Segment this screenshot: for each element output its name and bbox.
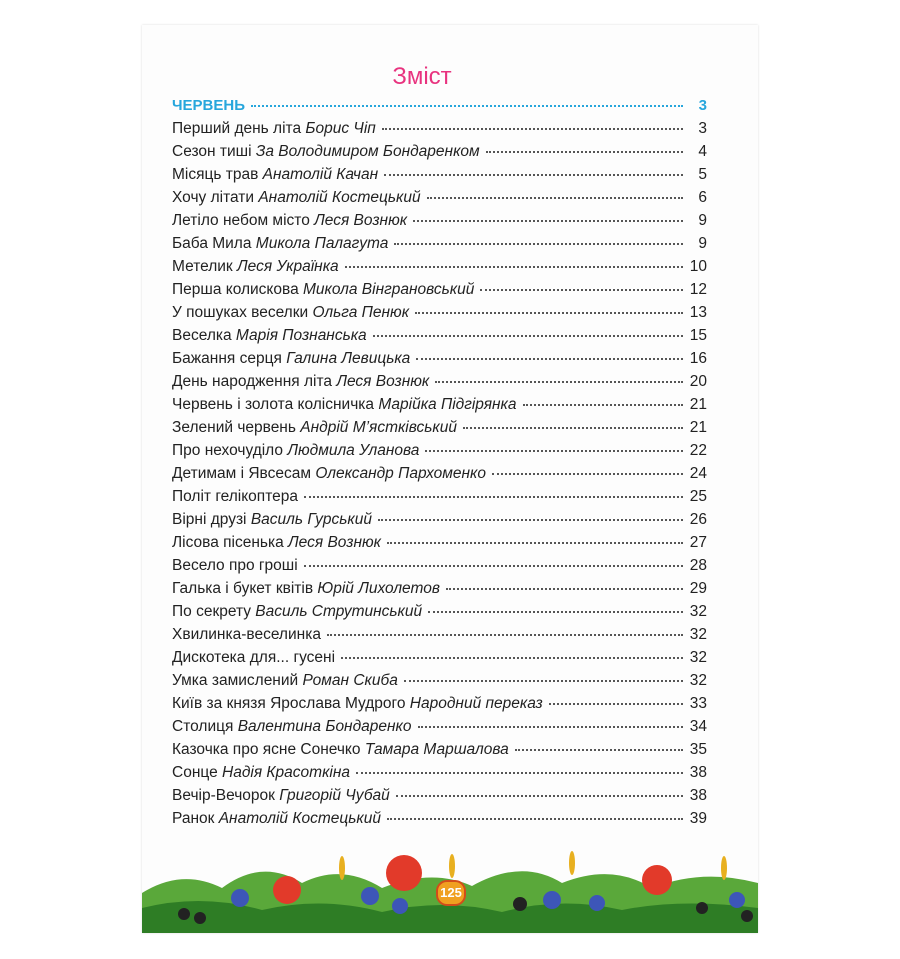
toc-entry: [172, 258, 707, 281]
toc-entry-title: Умка замислений: [172, 672, 299, 689]
toc-entry-page: 10: [689, 258, 707, 275]
toc-entry-title: Хвилинка-веселинка: [172, 626, 321, 643]
dot-leader: [304, 565, 683, 567]
toc-entry-title: Веселка: [172, 327, 232, 344]
toc-entry-page: 16: [689, 350, 707, 367]
toc-entry-page: 38: [689, 787, 707, 804]
dot-leader: [373, 335, 683, 337]
toc-entry-author: Леся Вознюк: [336, 373, 430, 390]
toc-section-heading: [172, 97, 707, 120]
toc-entry-title: Політ гелікоптера: [172, 488, 298, 505]
toc-entry-page: 9: [698, 235, 707, 252]
toc-entry-author: Анатолій Костецький: [258, 189, 421, 206]
toc-entry-author: Василь Струтинський: [255, 603, 423, 620]
toc-entry-page: 34: [689, 718, 707, 735]
dot-leader: [463, 427, 683, 429]
toc-entry-author: Роман Скиба: [302, 672, 398, 689]
toc-entry-page: 25: [689, 488, 707, 505]
toc-entry: [172, 442, 707, 465]
dot-leader: [387, 818, 683, 820]
toc-entry-page: 27: [689, 534, 707, 551]
dot-leader: [413, 220, 683, 222]
page-number-badge: 125: [436, 880, 466, 906]
toc-entry-page: 15: [689, 327, 707, 344]
dot-leader: [384, 174, 683, 176]
toc-entry-title: Червень і золота колісничка: [172, 396, 375, 413]
toc-entry-page: 21: [689, 396, 707, 413]
toc-entry-title: Детимам і Явсесам: [172, 465, 312, 482]
dot-leader: [396, 795, 683, 797]
toc-entry: [172, 511, 707, 534]
dot-leader: [394, 243, 683, 245]
toc-entry-author: Марійка Підгірянка: [378, 396, 517, 413]
toc-entry: [172, 764, 707, 787]
toc-entry-title: Вечір-Вечорок: [172, 787, 275, 804]
toc-entry-author: Андрій М’ястківський: [300, 419, 457, 436]
toc-entry: [172, 672, 707, 695]
toc-entry-page: 35: [689, 741, 707, 758]
dot-leader: [356, 772, 683, 774]
dot-leader: [304, 496, 683, 498]
toc-entry-author: Григорій Чубай: [279, 787, 390, 804]
dot-leader: [549, 703, 683, 705]
toc-entry-title: Дискотека для... гусені: [172, 649, 336, 666]
toc-entry-title: Зелений червень: [172, 419, 296, 436]
toc-entry-author: Борис Чіп: [305, 120, 376, 137]
toc-entry: [172, 603, 707, 626]
toc-entry-page: 28: [689, 557, 707, 574]
toc-entry-page: 39: [689, 810, 707, 827]
toc-entry: [172, 281, 707, 304]
dot-leader: [427, 197, 683, 199]
toc-entry: [172, 189, 707, 212]
toc-entry-page: 6: [698, 189, 707, 206]
toc-entry: [172, 143, 707, 166]
toc-entry: [172, 235, 707, 258]
toc-entry-title: Хочу літати: [172, 189, 255, 206]
toc-entry-title: Перший день літа: [172, 120, 302, 137]
toc-entry-author: Леся Вознюк: [314, 212, 408, 229]
toc-entry-page: 29: [689, 580, 707, 597]
toc-entry-page: 38: [689, 764, 707, 781]
toc-entry-title: День народження літа: [172, 373, 333, 390]
dot-leader: [251, 105, 683, 107]
toc-entry-title: ЧЕРВЕНЬ: [172, 97, 246, 114]
toc-entry: [172, 304, 707, 327]
toc-entry: [172, 166, 707, 189]
toc-entry-author: Валентина Бондаренко: [237, 718, 412, 735]
toc-entry-author: Микола Палагута: [255, 235, 389, 252]
toc-entry-title: Лісова пісенька: [172, 534, 284, 551]
dot-leader: [387, 542, 683, 544]
toc-entry: [172, 626, 707, 649]
toc-entry-author: Надія Красоткіна: [222, 764, 350, 781]
dot-leader: [378, 519, 683, 521]
toc-entry-author: Василь Гурський: [250, 511, 372, 528]
toc-entry-author: Микола Вінграновський: [303, 281, 475, 298]
toc-entry-author: Леся Вознюк: [288, 534, 381, 551]
page-title: Зміст: [392, 63, 452, 90]
toc-entry-author: Леся Українка: [237, 258, 339, 275]
toc-entry-page: 5: [698, 166, 707, 183]
toc-entry-title: Місяць трав: [172, 166, 259, 183]
toc-entry-title: Баба Мила: [172, 235, 252, 252]
dot-leader: [515, 749, 683, 751]
table-of-contents: [172, 97, 707, 833]
toc-entry-page: 9: [698, 212, 707, 229]
toc-entry-author: Людмила Уланова: [287, 442, 420, 459]
toc-entry-title: Про нехочуділо: [172, 442, 284, 459]
dot-leader: [486, 151, 683, 153]
toc-entry-author: Олександр Пархоменко: [315, 465, 486, 482]
toc-entry: [172, 396, 707, 419]
toc-entry-title: Казочка про ясне Сонечко: [172, 741, 361, 758]
toc-entry-page: 26: [689, 511, 707, 528]
toc-entry: [172, 810, 707, 833]
toc-entry-author: Юрій Лихолетов: [317, 580, 440, 597]
toc-entry: [172, 534, 707, 557]
toc-entry-author: За Володимиром Бондаренком: [255, 143, 480, 160]
toc-entry-page: 4: [698, 143, 707, 160]
toc-entry-title: Летіло небом місто: [172, 212, 310, 229]
toc-entry-page: 24: [689, 465, 707, 482]
toc-entry-author: Марія Познанська: [235, 327, 367, 344]
dot-leader: [416, 358, 683, 360]
toc-entry-author: Народний переказ: [409, 695, 543, 712]
dot-leader: [480, 289, 683, 291]
toc-entry-title: Київ за князя Ярослава Мудрого: [172, 695, 406, 712]
dot-leader: [435, 381, 683, 383]
dot-leader: [341, 657, 683, 659]
toc-entry-title: Весело про гроші: [172, 557, 298, 574]
toc-entry-title: Метелик: [172, 258, 233, 275]
dot-leader: [345, 266, 683, 268]
dot-leader: [446, 588, 683, 590]
toc-entry-author: Анатолій Качан: [262, 166, 379, 183]
toc-entry-page: 32: [689, 626, 707, 643]
dot-leader: [404, 680, 683, 682]
dot-leader: [382, 128, 683, 130]
toc-entry-title: Сезон тиші: [172, 143, 252, 160]
toc-entry: [172, 580, 707, 603]
toc-entry-title: Ранок: [172, 810, 215, 827]
toc-entry-author: Галина Левицька: [286, 350, 411, 367]
dot-leader: [425, 450, 683, 452]
toc-entry-page: 3: [698, 97, 707, 114]
dot-leader: [428, 611, 683, 613]
dot-leader: [523, 404, 684, 406]
toc-entry: [172, 212, 707, 235]
toc-entry-title: Перша колискова: [172, 281, 299, 298]
book-page: [142, 25, 758, 933]
toc-entry-title: Сонце: [172, 764, 218, 781]
toc-entry: [172, 741, 707, 764]
toc-entry-page: 22: [689, 442, 707, 459]
toc-entry-page: 32: [689, 649, 707, 666]
dot-leader: [327, 634, 683, 636]
toc-entry: [172, 695, 707, 718]
toc-entry-page: 12: [689, 281, 707, 298]
toc-entry-page: 32: [689, 672, 707, 689]
toc-entry-title: У пошуках веселки: [172, 304, 309, 321]
toc-entry-author: Ольга Пенюк: [312, 304, 410, 321]
toc-entry: [172, 327, 707, 350]
dot-leader: [415, 312, 683, 314]
toc-entry-page: 32: [689, 603, 707, 620]
toc-entry: [172, 373, 707, 396]
toc-entry-page: 33: [689, 695, 707, 712]
toc-entry-title: Вірні друзі: [172, 511, 247, 528]
toc-entry-page: 20: [689, 373, 707, 390]
toc-entry: [172, 350, 707, 373]
toc-entry: [172, 488, 707, 511]
toc-entry-page: 21: [689, 419, 707, 436]
toc-entry-title: По секрету: [172, 603, 251, 620]
toc-entry-title: Галька і букет квітів: [172, 580, 314, 597]
toc-entry-page: 13: [689, 304, 707, 321]
toc-entry-title: Столиця: [172, 718, 234, 735]
toc-entry: [172, 649, 707, 672]
dot-leader: [418, 726, 684, 728]
floral-footer: [142, 838, 758, 933]
toc-entry: [172, 557, 707, 580]
toc-entry-title: Бажання серця: [172, 350, 282, 367]
toc-entry: [172, 787, 707, 810]
dot-leader: [492, 473, 683, 475]
toc-entry-author: Анатолій Костецький: [218, 810, 381, 827]
toc-entry: [172, 465, 707, 488]
toc-entry-author: Тамара Маршалова: [364, 741, 509, 758]
toc-entry-page: 3: [698, 120, 707, 137]
toc-entry: [172, 718, 707, 741]
toc-entry: [172, 120, 707, 143]
toc-entry: [172, 419, 707, 442]
